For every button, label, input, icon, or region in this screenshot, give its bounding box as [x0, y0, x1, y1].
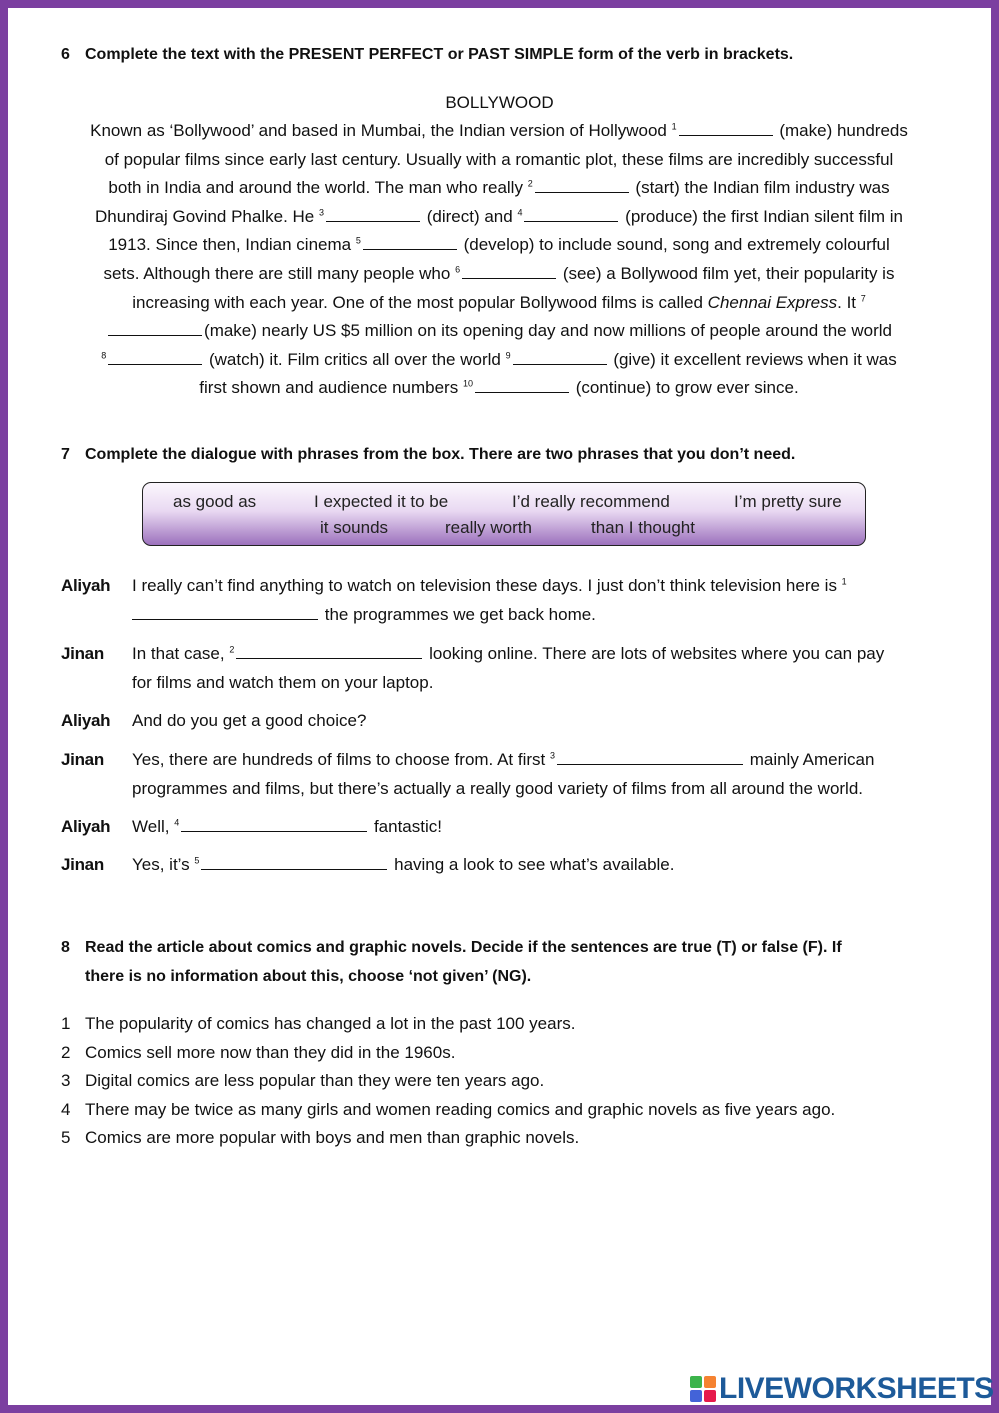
dialogue-gap-3[interactable] — [557, 750, 743, 765]
phrase-id-really-recommend: I’d really recommend — [512, 492, 670, 511]
ex6-line-9: $^8$ (watch) it. Film critics all over the world $^9$ (give) it excellent reviews when it was — [101, 349, 897, 369]
ex8-item-num: 4 — [61, 1100, 71, 1119]
ex8-item-text: Comics are more popular with boys and men than graphic novels. — [85, 1128, 580, 1147]
liveworksheets-logo-icon — [690, 1376, 716, 1402]
ex6-line-6: sets. Although there are still many people who $^6$ (see) a Bollywood film yet, their popularity is — [103, 263, 895, 283]
speaker-jinan: Jinan — [61, 644, 104, 663]
dialogue-gap-5[interactable] — [201, 855, 387, 870]
logo-text: LIVEWORKSHEETS — [719, 1372, 994, 1405]
gap-1[interactable] — [679, 121, 773, 136]
ex8-item-num: 2 — [61, 1043, 71, 1062]
phrase-i-expected-it-to-be: I expected it to be — [314, 492, 449, 511]
ex7-instruction: Complete the dialogue with phrases from the box. There are two phrases that you don’t need. — [85, 446, 796, 463]
ex6-line-3: both in India and around the world. The man who really $^2$ (start) the Indian film industry was — [108, 178, 890, 198]
phrase-im-pretty-sure: I’m pretty sure — [734, 492, 842, 511]
speaker-aliyah: Aliyah — [61, 576, 111, 595]
ex6-line-2: of popular films since early last century. Usually with a romantic plot, these films are incredibly successful — [104, 149, 894, 169]
phrase-really-worth: really worth — [445, 518, 532, 537]
dialogue-line-3: And do you get a good choice? — [132, 711, 367, 730]
gap-9[interactable] — [513, 350, 607, 365]
ex8-item-text: There may be twice as many girls and women reading comics and graphic novels as five years ago. — [85, 1100, 836, 1119]
ex8-item-text: The popularity of comics has changed a lot in the past 100 years. — [85, 1014, 576, 1033]
ex8-item-num: 1 — [61, 1014, 71, 1033]
dialogue-line-5: Well, $^4$ fantastic! — [132, 817, 442, 836]
ex6-text — [52, 117, 946, 403]
ex8-item-text: Comics sell more now than they did in the 1960s. — [85, 1043, 456, 1062]
dialogue-gap-4[interactable] — [181, 817, 367, 832]
dialogue-line-1: I really can’t find anything to watch on television these days. I just don’t think television here is $^1$ the programmes we get back home. — [132, 576, 847, 624]
gap-6[interactable] — [462, 264, 556, 279]
gap-4[interactable] — [524, 207, 618, 222]
dialogue-line-2: In that case, $^2$ looking online. There are lots of websites where you can pay for films and watch them on your laptop. — [132, 644, 885, 692]
dialogue-line-4: Yes, there are hundreds of films to choose from. At first $^3$ mainly American programmes and films, but there’s actually a really good variety of films from all around the world. — [132, 750, 875, 798]
phrase-it-sounds: it sounds — [320, 518, 389, 537]
ex6-number: 6 — [61, 46, 70, 63]
phrase-as-good-as: as good as — [173, 492, 257, 511]
gap-5[interactable] — [363, 235, 457, 250]
worksheet-page — [8, 8, 994, 1405]
ex8-number: 8 — [61, 939, 70, 956]
gap-10[interactable] — [475, 378, 569, 393]
ex8-instruction-1: Read the article about comics and graphic novels. Decide if the sentences are true (T) or false (F). If — [85, 939, 842, 956]
gap-8[interactable] — [108, 350, 202, 365]
ex6-line-8: (make) nearly US $5 million on its opening day and now millions of people around the world — [52, 317, 946, 346]
speaker-aliyah: Aliyah — [61, 711, 111, 730]
ex8-item-text: Digital comics are less popular than they were ten years ago. — [85, 1071, 545, 1090]
gap-7[interactable] — [108, 321, 202, 336]
ex7-number: 7 — [61, 446, 70, 463]
ex6-line-4: Dhundiraj Govind Phalke. He $^3$ (direct) and $^4$ (produce) the first Indian silent film in — [95, 206, 903, 226]
ex6-line-7: increasing with each year. One of the most popular Bollywood films is called Chennai Express. It $^7$ — [132, 292, 866, 312]
dialogue-gap-1[interactable] — [132, 605, 318, 620]
ex8-item-num: 5 — [61, 1128, 71, 1147]
ex6-line-5: 1913. Since then, Indian cinema $^5$ (develop) to include sound, song and extremely colourful — [108, 235, 890, 255]
liveworksheets-logo[interactable] — [690, 1372, 994, 1404]
speaker-aliyah: Aliyah — [61, 817, 111, 836]
speaker-jinan: Jinan — [61, 855, 104, 874]
ex8-item-num: 3 — [61, 1071, 71, 1090]
gap-2[interactable] — [535, 178, 629, 193]
ex6-line-10: first shown and audience numbers $^{10}$ (continue) to grow ever since. — [199, 378, 799, 398]
dialogue-line-6: Yes, it’s $^5$ having a look to see what’s available. — [132, 855, 675, 874]
ex8-instruction-2: there is no information about this, choose ‘not given’ (NG). — [85, 968, 532, 985]
phrase-box — [142, 482, 866, 546]
ex6-instruction: Complete the text with the PRESENT PERFECT or PAST SIMPLE form of the verb in brackets. — [85, 46, 794, 63]
ex6-title: BOLLYWOOD — [445, 93, 554, 112]
dialogue-gap-2[interactable] — [236, 644, 422, 659]
gap-3[interactable] — [326, 207, 420, 222]
speaker-jinan: Jinan — [61, 750, 104, 769]
phrase-than-i-thought: than I thought — [591, 518, 695, 537]
ex6-line-1: Known as ‘Bollywood’ and based in Mumbai, the Indian version of Hollywood $^1$ (make) hundreds — [90, 121, 908, 140]
